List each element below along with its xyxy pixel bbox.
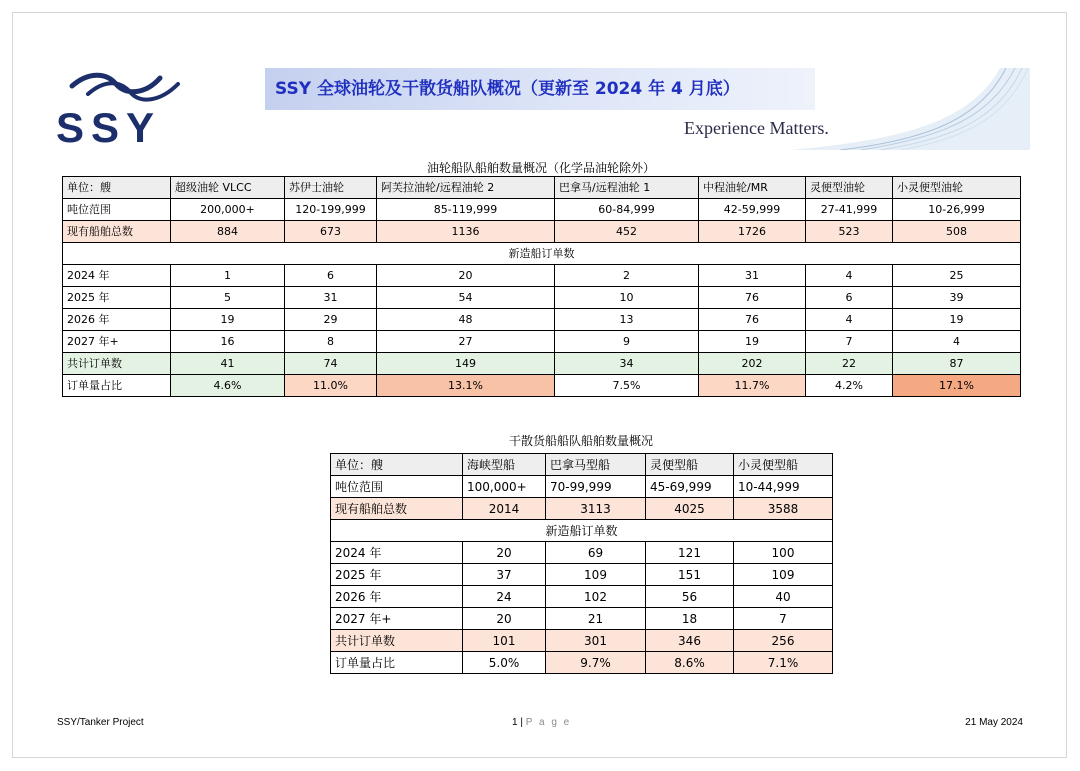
- row-label: 2024 年: [63, 265, 171, 287]
- table-row: [331, 630, 833, 652]
- header-cell: 单位：艘: [63, 177, 171, 199]
- table-cell: 11.7%: [699, 375, 806, 397]
- tanker-fleet-table: [62, 176, 1021, 397]
- table-cell: 10-26,999: [893, 199, 1021, 221]
- table-cell: 7.1%: [734, 652, 833, 674]
- footer-date: 21 May 2024: [965, 717, 1023, 728]
- footer-page-number: [512, 717, 571, 728]
- table-cell: 22: [806, 353, 893, 375]
- table-row: [63, 199, 1021, 221]
- row-label: 2026 年: [331, 586, 463, 608]
- table-cell: 4: [806, 265, 893, 287]
- footer-project: SSY/Tanker Project: [57, 717, 144, 728]
- page-separator: |: [517, 717, 526, 728]
- table-row: [63, 287, 1021, 309]
- header-cell: 灵便型船: [646, 454, 734, 476]
- table-row: [331, 454, 833, 476]
- table-cell: 56: [646, 586, 734, 608]
- table-cell: 1726: [699, 221, 806, 243]
- header-cell: 小灵便型船: [734, 454, 833, 476]
- row-label: 2025 年: [63, 287, 171, 309]
- table-cell: 37: [463, 564, 546, 586]
- table-cell: 120-199,999: [285, 199, 377, 221]
- table-cell: 1136: [377, 221, 555, 243]
- row-label: 订单量占比: [63, 375, 171, 397]
- table-cell: 27: [377, 331, 555, 353]
- table-cell: 27-41,999: [806, 199, 893, 221]
- table-cell: 202: [699, 353, 806, 375]
- table-cell: 20: [463, 542, 546, 564]
- row-label: 现有船舶总数: [63, 221, 171, 243]
- row-label: 现有船舶总数: [331, 498, 463, 520]
- table-cell: 151: [646, 564, 734, 586]
- table-cell: 17.1%: [893, 375, 1021, 397]
- table-cell: 10: [555, 287, 699, 309]
- table-cell: 31: [699, 265, 806, 287]
- table-row: [63, 221, 1021, 243]
- table-cell: 20: [463, 608, 546, 630]
- header-cell: 苏伊士油轮: [285, 177, 377, 199]
- table-row: [63, 243, 1021, 265]
- table-cell: 76: [699, 287, 806, 309]
- table-cell: 4.6%: [171, 375, 285, 397]
- table-cell: 74: [285, 353, 377, 375]
- table-cell: 20: [377, 265, 555, 287]
- table-cell: 85-119,999: [377, 199, 555, 221]
- table-cell: 19: [699, 331, 806, 353]
- row-label: 共计订单数: [331, 630, 463, 652]
- table-cell: 29: [285, 309, 377, 331]
- table-cell: 884: [171, 221, 285, 243]
- table-row: [331, 542, 833, 564]
- table-row: [63, 309, 1021, 331]
- table-cell: 41: [171, 353, 285, 375]
- table-cell: 48: [377, 309, 555, 331]
- table-cell: 346: [646, 630, 734, 652]
- table-cell: 54: [377, 287, 555, 309]
- table-cell: 25: [893, 265, 1021, 287]
- header-cell: 中程油轮/MR: [699, 177, 806, 199]
- header-cell: 巴拿马/远程油轮 1: [555, 177, 699, 199]
- table-cell: 18: [646, 608, 734, 630]
- table-cell: 109: [546, 564, 646, 586]
- table-cell: 102: [546, 586, 646, 608]
- dry-bulk-fleet-table: [330, 453, 833, 674]
- tagline: Experience Matters.: [684, 118, 829, 138]
- table-row: [331, 520, 833, 542]
- table-cell: 200,000+: [171, 199, 285, 221]
- table-row: [331, 586, 833, 608]
- table-cell: 34: [555, 353, 699, 375]
- table-row: [331, 564, 833, 586]
- table-row: [63, 353, 1021, 375]
- table-cell: 39: [893, 287, 1021, 309]
- table-cell: 6: [806, 287, 893, 309]
- table-cell: 256: [734, 630, 833, 652]
- table-cell: 101: [463, 630, 546, 652]
- page-number: 1: [512, 717, 518, 728]
- table-cell: 45-69,999: [646, 476, 734, 498]
- row-label: 吨位范围: [63, 199, 171, 221]
- table-cell: 16: [171, 331, 285, 353]
- table-cell: 4: [806, 309, 893, 331]
- header-cell: 巴拿马型船: [546, 454, 646, 476]
- row-label: 吨位范围: [331, 476, 463, 498]
- table-cell: 60-84,999: [555, 199, 699, 221]
- orderbook-section-title: 新造船订单数: [63, 243, 1021, 265]
- table-row: [63, 177, 1021, 199]
- table-cell: 2: [555, 265, 699, 287]
- table-cell: 6: [285, 265, 377, 287]
- table-cell: 3588: [734, 498, 833, 520]
- table-cell: 5: [171, 287, 285, 309]
- table-cell: 76: [699, 309, 806, 331]
- table-row: [63, 265, 1021, 287]
- table-cell: 9: [555, 331, 699, 353]
- header-cell: 海峡型船: [463, 454, 546, 476]
- table-cell: 7: [806, 331, 893, 353]
- table-cell: 7: [734, 608, 833, 630]
- header-cell: 阿芙拉油轮/远程油轮 2: [377, 177, 555, 199]
- header-cell: 小灵便型油轮: [893, 177, 1021, 199]
- table-row: [63, 331, 1021, 353]
- page-title: SSY 全球油轮及干散货船队概况（更新至 2024 年 4 月底）: [275, 79, 740, 99]
- orderbook-section-title: 新造船订单数: [331, 520, 833, 542]
- header-cell: 单位：艘: [331, 454, 463, 476]
- table-cell: 11.0%: [285, 375, 377, 397]
- row-label: 2027 年+: [331, 608, 463, 630]
- table-cell: 40: [734, 586, 833, 608]
- row-label: 2026 年: [63, 309, 171, 331]
- table-cell: 42-59,999: [699, 199, 806, 221]
- table-cell: 70-99,999: [546, 476, 646, 498]
- table-cell: 3113: [546, 498, 646, 520]
- row-label: 2024 年: [331, 542, 463, 564]
- header-cell: 灵便型油轮: [806, 177, 893, 199]
- table-cell: 7.5%: [555, 375, 699, 397]
- table-row: [331, 652, 833, 674]
- table-cell: 19: [171, 309, 285, 331]
- page-label: P a g e: [525, 717, 572, 728]
- table-cell: 673: [285, 221, 377, 243]
- table-cell: 100,000+: [463, 476, 546, 498]
- table-cell: 31: [285, 287, 377, 309]
- table-cell: 523: [806, 221, 893, 243]
- table-cell: 69: [546, 542, 646, 564]
- table-cell: 100: [734, 542, 833, 564]
- table-cell: 508: [893, 221, 1021, 243]
- table-cell: 19: [893, 309, 1021, 331]
- row-label: 订单量占比: [331, 652, 463, 674]
- row-label: 共计订单数: [63, 353, 171, 375]
- table-cell: 121: [646, 542, 734, 564]
- header-cell: 超级油轮 VLCC: [171, 177, 285, 199]
- table-cell: 149: [377, 353, 555, 375]
- table-cell: 8: [285, 331, 377, 353]
- table-cell: 9.7%: [546, 652, 646, 674]
- table-cell: 24: [463, 586, 546, 608]
- table-cell: 13: [555, 309, 699, 331]
- table-cell: 5.0%: [463, 652, 546, 674]
- table-cell: 8.6%: [646, 652, 734, 674]
- table-row: [331, 608, 833, 630]
- table-cell: 4.2%: [806, 375, 893, 397]
- table-row: [331, 476, 833, 498]
- table-cell: 4: [893, 331, 1021, 353]
- table-cell: 10-44,999: [734, 476, 833, 498]
- table-cell: 452: [555, 221, 699, 243]
- table-cell: 4025: [646, 498, 734, 520]
- row-label: 2027 年+: [63, 331, 171, 353]
- logo-text: SSY: [56, 104, 162, 151]
- table-cell: 87: [893, 353, 1021, 375]
- table-cell: 109: [734, 564, 833, 586]
- tanker-caption: 油轮船队船舶数量概况（化学品油轮除外）: [426, 161, 655, 175]
- table-cell: 301: [546, 630, 646, 652]
- table-cell: 2014: [463, 498, 546, 520]
- table-cell: 21: [546, 608, 646, 630]
- table-row: [63, 375, 1021, 397]
- table-cell: 1: [171, 265, 285, 287]
- table-row: [331, 498, 833, 520]
- row-label: 2025 年: [331, 564, 463, 586]
- bulk-caption: 干散货船船队船舶数量概况: [508, 434, 653, 448]
- table-cell: 13.1%: [377, 375, 555, 397]
